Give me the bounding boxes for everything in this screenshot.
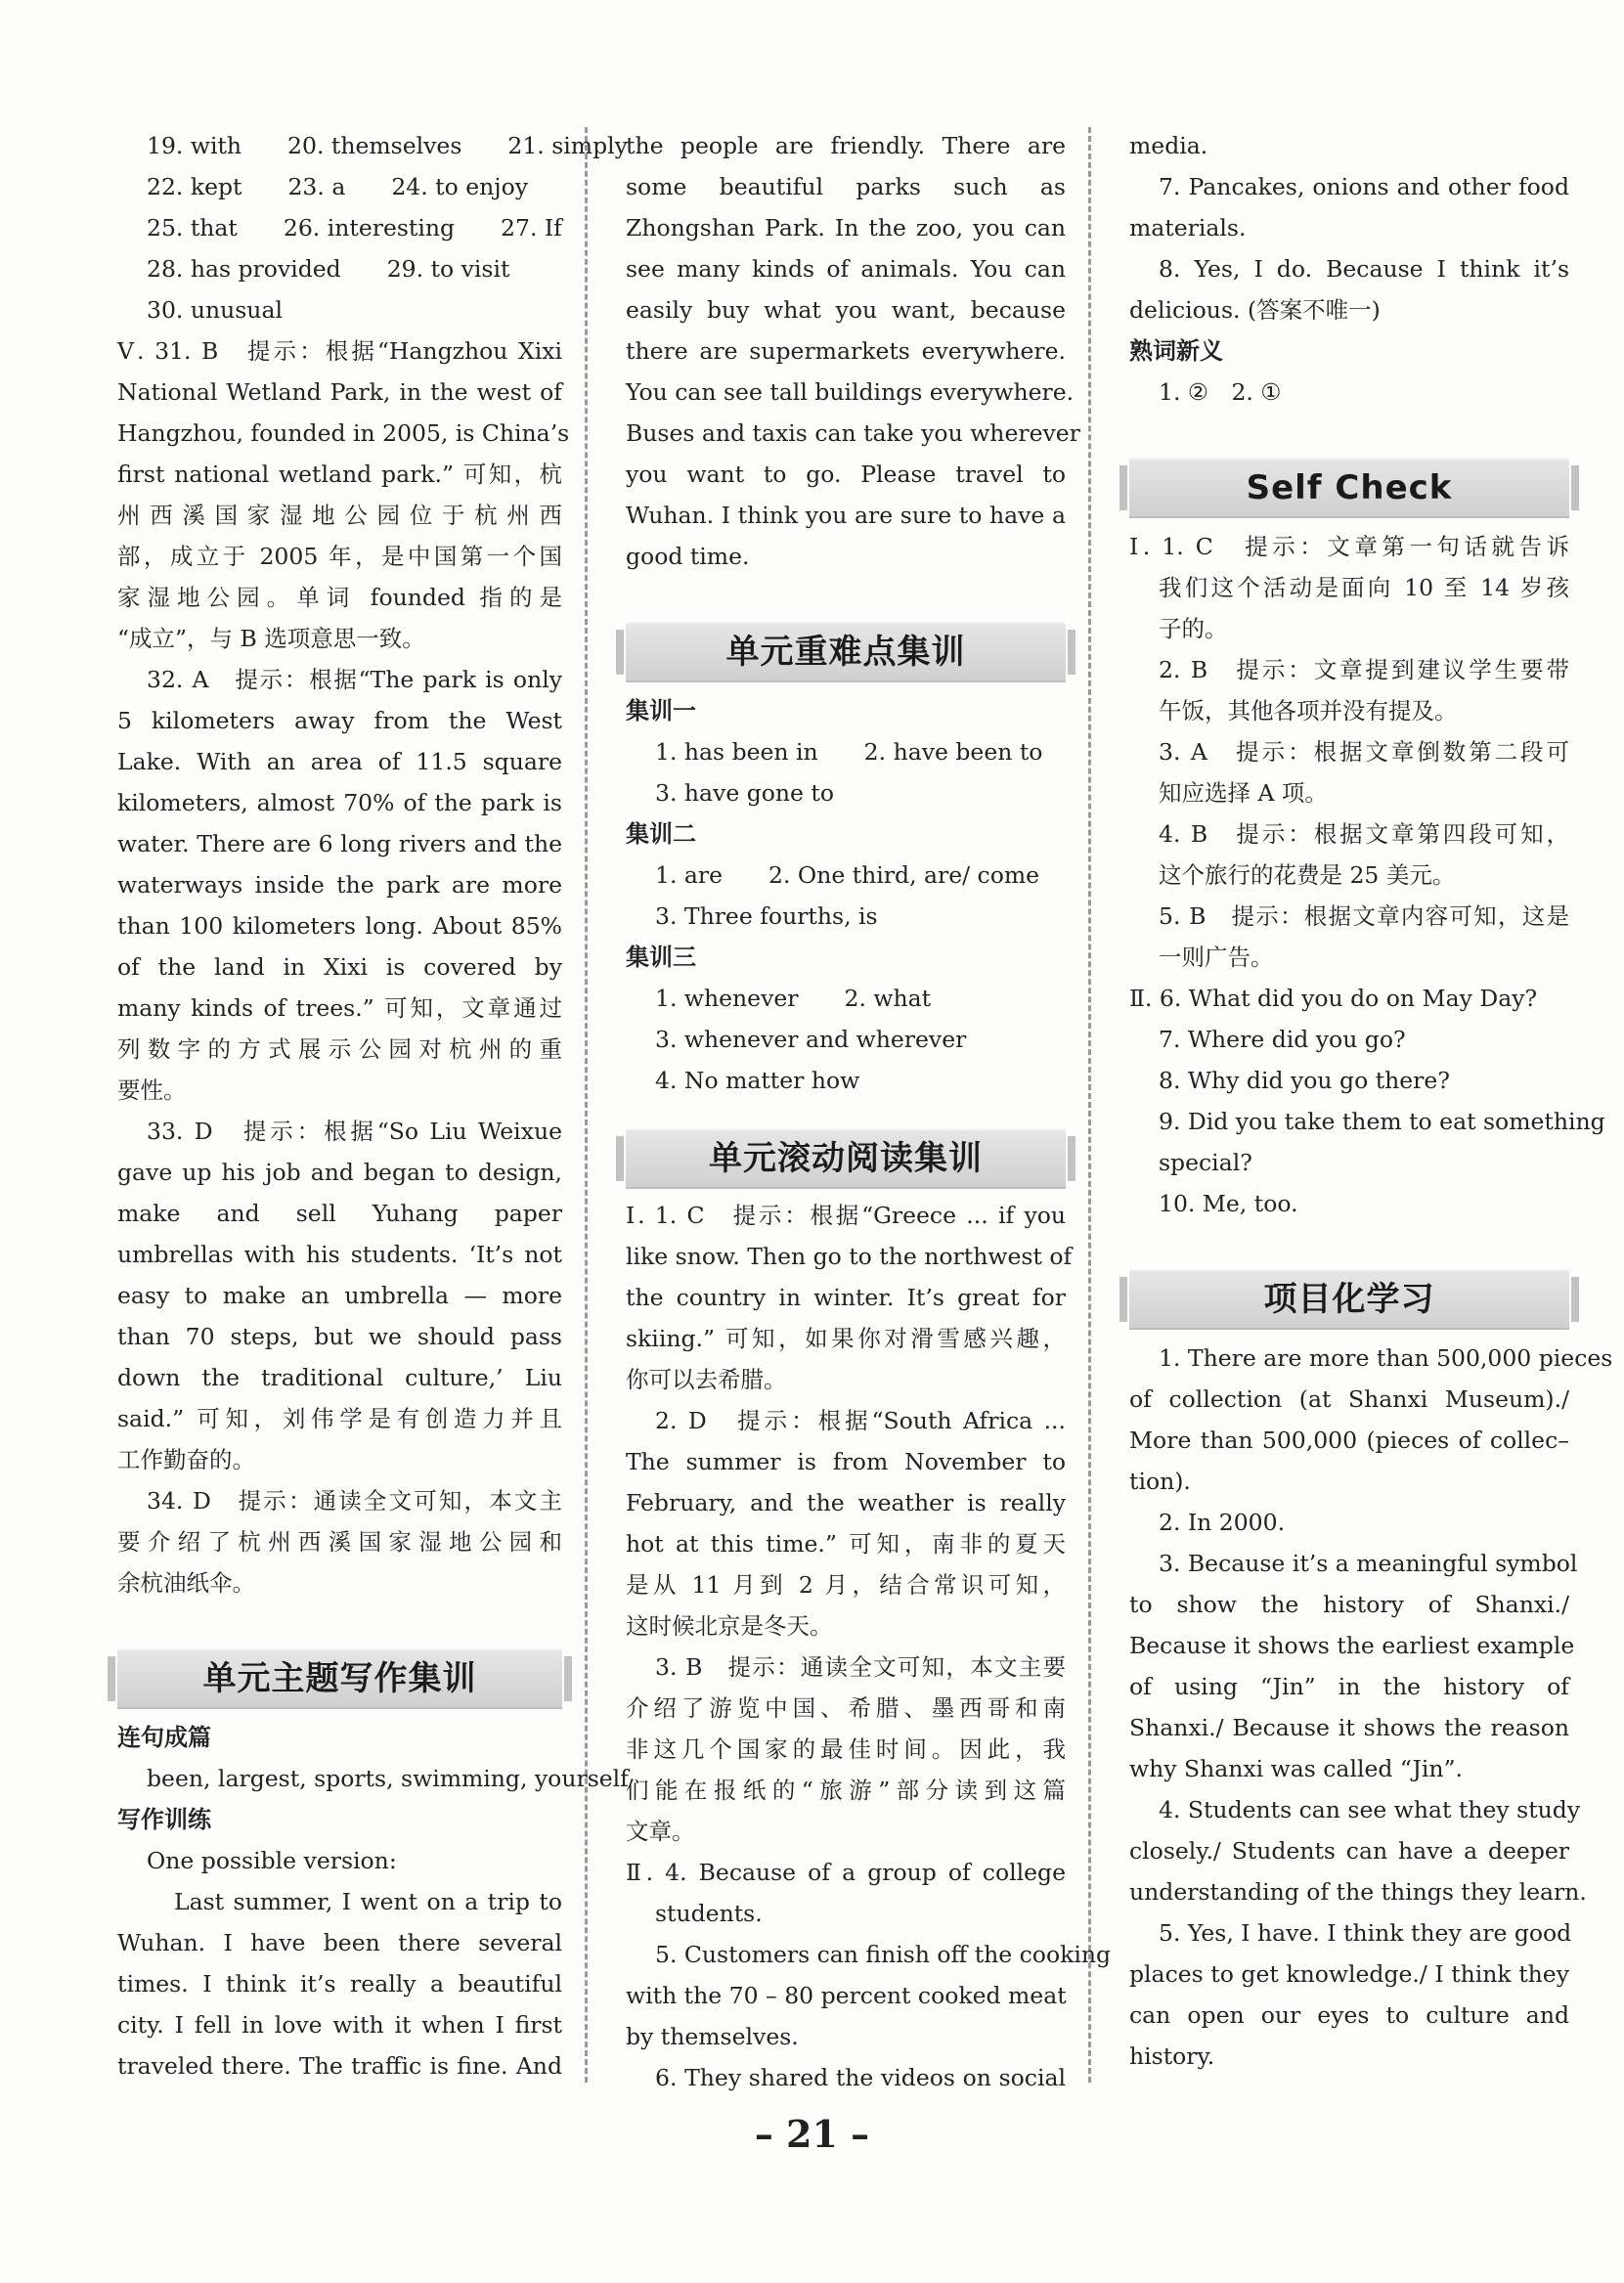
answer-line: umbrellas with his students. ‘It’s not xyxy=(117,1241,562,1268)
answer-line: Hangzhou, founded in 2005, is China’s xyxy=(117,419,570,447)
answer-line: 家湿地公园。单词 founded 指的是 xyxy=(117,584,562,611)
answer-line: Lake. With an area of 11.5 square xyxy=(117,748,562,775)
answer-line: can open our eyes to culture and xyxy=(1129,2001,1569,2029)
answer-line: than 100 kilometers long. About 85% xyxy=(117,912,562,940)
answer-line: delicious. (答案不唯一) xyxy=(1129,296,1381,324)
answer-line: 7. Where did you go? xyxy=(1159,1026,1406,1053)
answer-line: 知应选择 A 项。 xyxy=(1159,779,1328,807)
answer-line: 1. ② 2. ① xyxy=(1159,378,1282,406)
answer-line: 6. They shared the videos on social xyxy=(655,2064,1066,2091)
answer-line: 32. A 提示：根据“The park is only xyxy=(147,666,562,693)
answer-line: 余杭油纸伞。 xyxy=(117,1569,255,1597)
answer-line: The summer is from November to xyxy=(626,1448,1066,1475)
essay-line: Last summer, I went on a trip to xyxy=(174,1888,562,1915)
answer-line: understanding of the things they learn. xyxy=(1129,1878,1587,1906)
answer-line: Ⅴ. 31. B 提示：根据“Hangzhou Xixi xyxy=(117,337,562,365)
answer-line: 部，成立于 2005 年，是中国第一个国 xyxy=(117,543,562,570)
column-3 xyxy=(1129,125,1613,2077)
answer-line: 5. B 提示：根据文章内容可知，这是 xyxy=(1159,902,1569,930)
answer-line: why Shanxi was called “Jin”. xyxy=(1129,1755,1464,1782)
answer-line: Ⅱ. 6. What did you do on May Day? xyxy=(1129,985,1538,1012)
answer-line: 4. Students can see what they study xyxy=(1159,1796,1581,1823)
answer-line: 9. Did you take them to eat something xyxy=(1159,1108,1605,1135)
subhead-new-meanings: 熟词新义 xyxy=(1129,337,1223,365)
answer-line: 33. D 提示：根据“So Liu Weixue xyxy=(147,1118,562,1145)
answer-line: history. xyxy=(1129,2042,1215,2070)
answer-line: gave up his job and began to design, xyxy=(117,1159,562,1186)
answer-line: 5. Customers can finish off the cooking xyxy=(655,1941,1112,1968)
answer-line: 7. Pancakes, onions and other food xyxy=(1159,173,1569,200)
answer-line: the country in winter. It’s great for xyxy=(626,1284,1066,1311)
answer-line: “成立”，与 B 选项意思一致。 xyxy=(117,625,425,652)
answer-line: Because it shows the earliest example xyxy=(1129,1632,1575,1659)
answer-line: More than 500,000 (pieces of collec– xyxy=(1129,1427,1569,1454)
answer-line: down the traditional culture,’ Liu xyxy=(117,1364,562,1391)
answer-line: 2. B 提示：文章提到建议学生要带 xyxy=(1159,656,1569,683)
answer-line: 25. that 26. interesting 27. If xyxy=(147,214,562,241)
essay-line: Wuhan. I think you are sure to have a xyxy=(626,502,1066,529)
essay-line: Buses and taxis can take you wherever xyxy=(626,419,1080,447)
answer-line: Ⅰ. 1. C 提示：文章第一句话就告诉 xyxy=(1129,533,1569,560)
answer-line: of collection (at Shanxi Museum)./ xyxy=(1129,1385,1569,1413)
answer-line: 这个旅行的花费是 25 美元。 xyxy=(1159,861,1456,889)
answer-line: with the 70 – 80 percent cooked meat xyxy=(626,1982,1067,2009)
section-heading-keypoints: 单元重难点集训 xyxy=(626,622,1066,682)
section-heading-writing: 单元主题写作集训 xyxy=(117,1648,562,1709)
answer-line: special? xyxy=(1159,1149,1252,1176)
answer-line: materials. xyxy=(1129,214,1247,241)
answer-line: 这时候北京是冬天。 xyxy=(626,1612,833,1640)
essay-line: there are supermarkets everywhere. xyxy=(626,337,1066,365)
answer-line: media. xyxy=(1129,132,1208,159)
answer-line: first national wetland park.” 可知，杭 xyxy=(117,461,562,488)
answer-line: 3. Because it’s a meaningful symbol xyxy=(1159,1550,1578,1577)
answer-line: 3. Three fourths, is xyxy=(655,902,878,930)
answer-line: 5. Yes, I have. I think they are good xyxy=(1159,1919,1572,1947)
answer-line: 要性。 xyxy=(117,1076,187,1104)
answer-line: 们能在报纸的“旅游”部分读到这篇 xyxy=(626,1777,1066,1804)
essay-line: see many kinds of animals. You can xyxy=(626,255,1066,283)
answer-line: make and sell Yuhang paper xyxy=(117,1200,562,1227)
answer-line: 34. D 提示：通读全文可知，本文主 xyxy=(147,1487,562,1515)
answer-line: 19. with 20. themselves 21. simply xyxy=(147,132,628,159)
answer-line: of using “Jin” in the history of xyxy=(1129,1673,1569,1700)
answer-line: 子的。 xyxy=(1159,615,1228,642)
column-divider-2 xyxy=(1088,127,1091,2083)
answer-line: 州西溪国家湿地公园位于杭州西 xyxy=(117,502,562,529)
answer-line: 22. kept 23. a 24. to enjoy xyxy=(147,173,528,200)
answer-line: 介绍了游览中国、希腊、墨西哥和南 xyxy=(626,1694,1066,1722)
answer-line: One possible version: xyxy=(147,1847,397,1874)
answer-line: 1. whenever 2. what xyxy=(655,985,932,1012)
answer-line: 非这几个国家的最佳时间。因此，我 xyxy=(626,1735,1066,1763)
answer-line: been, largest, sports, swimming, yourself xyxy=(147,1765,629,1792)
answer-line: 8. Yes, I do. Because I think it’s xyxy=(1159,255,1569,283)
essay-line: city. I fell in love with it when I first xyxy=(117,2011,562,2039)
answer-line: said.” 可知，刘伟学是有创造力并且 xyxy=(117,1405,562,1432)
subhead-set3: 集训三 xyxy=(626,944,696,971)
section-heading-reading: 单元滚动阅读集训 xyxy=(626,1128,1066,1189)
section-heading-self-check: Self Check xyxy=(1129,458,1569,518)
answer-line: Ⅰ. 1. C 提示：根据“Greece ... if you xyxy=(626,1202,1066,1229)
essay-line: times. I think it’s really a beautiful xyxy=(117,1970,562,1998)
answer-line: 3. have gone to xyxy=(655,779,834,807)
essay-line: traveled there. The traffic is fine. And xyxy=(117,2052,562,2080)
answer-line: February, and the weather is really xyxy=(626,1489,1066,1516)
essay-line: some beautiful parks such as xyxy=(626,173,1066,200)
answer-line: kilometers, almost 70% of the park is xyxy=(117,789,562,816)
answer-line: places to get knowledge./ I think they xyxy=(1129,1960,1569,1988)
answer-line: hot at this time.” 可知，南非的夏天 xyxy=(626,1530,1066,1558)
essay-line: Zhongshan Park. In the zoo, you can xyxy=(626,214,1066,241)
answer-line: skiing.” 可知，如果你对滑雪感兴趣， xyxy=(626,1325,1066,1352)
answer-line: Ⅱ. 4. Because of a group of college xyxy=(626,1859,1066,1886)
answer-line: 是从 11 月到 2 月，结合常识可知， xyxy=(626,1571,1066,1599)
answer-line: tion). xyxy=(1129,1468,1191,1495)
column-1 xyxy=(117,125,629,2086)
answer-line: 8. Why did you go there? xyxy=(1159,1067,1450,1094)
answer-line: like snow. Then go to the northwest of xyxy=(626,1243,1073,1270)
answer-line: 3. A 提示：根据文章倒数第二段可 xyxy=(1159,738,1569,766)
subhead-sentences: 连句成篇 xyxy=(117,1724,211,1751)
answer-line: 5 kilometers away from the West xyxy=(117,707,562,734)
essay-line: the people are friendly. There are xyxy=(626,132,1066,159)
essay-line: you want to go. Please travel to xyxy=(626,461,1066,488)
answer-line: 你可以去希腊。 xyxy=(626,1366,787,1393)
answer-line: 2. D 提示：根据“South Africa ... xyxy=(655,1407,1066,1434)
answer-line: to show the history of Shanxi./ xyxy=(1129,1591,1569,1618)
section-heading-project: 项目化学习 xyxy=(1129,1269,1569,1330)
answer-line: 28. has provided 29. to visit xyxy=(147,255,510,283)
essay-line: easily buy what you want, because xyxy=(626,296,1066,324)
answer-line: 3. B 提示：通读全文可知，本文主要 xyxy=(655,1653,1066,1681)
page-number: – 21 – xyxy=(754,2112,870,2156)
answer-line: 1. are 2. One third, are/ come xyxy=(655,861,1040,889)
answer-line: 4. B 提示：根据文章第四段可知， xyxy=(1159,820,1569,848)
answer-line: students. xyxy=(655,1900,763,1927)
answer-line: than 70 steps, but we should pass xyxy=(117,1323,562,1350)
answer-line: National Wetland Park, in the west of xyxy=(117,378,562,406)
subhead-set1: 集训一 xyxy=(626,697,696,724)
answer-line: 2. In 2000. xyxy=(1159,1509,1286,1536)
answer-line: 文章。 xyxy=(626,1818,695,1845)
answer-line: waterways inside the park are more xyxy=(117,871,562,899)
answer-line: 工作勤奋的。 xyxy=(117,1446,255,1473)
column-2 xyxy=(626,125,1112,2098)
subhead-writing-practice: 写作训练 xyxy=(117,1806,211,1833)
answer-line: 1. There are more than 500,000 pieces xyxy=(1159,1344,1613,1372)
essay-line: You can see tall buildings everywhere. xyxy=(626,378,1075,406)
answer-line: 列数字的方式展示公园对杭州的重 xyxy=(117,1035,562,1063)
answer-line: 要介绍了杭州西溪国家湿地公园和 xyxy=(117,1528,562,1556)
essay-line: good time. xyxy=(626,543,750,570)
answer-line: 我们这个活动是面向 10 至 14 岁孩 xyxy=(1159,574,1569,601)
answer-line: 午饭，其他各项并没有提及。 xyxy=(1159,697,1458,724)
answer-line: Shanxi./ Because it shows the reason xyxy=(1129,1714,1569,1741)
answer-line: 3. whenever and wherever xyxy=(655,1026,967,1053)
answer-line: 10. Me, too. xyxy=(1159,1190,1298,1217)
answer-line: 4. No matter how xyxy=(655,1067,860,1094)
answer-line: by themselves. xyxy=(626,2023,799,2050)
answer-line: closely./ Students can have a deeper xyxy=(1129,1837,1569,1865)
answer-line: 30. unusual xyxy=(147,296,283,324)
answer-line: water. There are 6 long rivers and the xyxy=(117,830,562,857)
answer-line: easy to make an umbrella — more xyxy=(117,1282,562,1309)
answer-line: 一则广告。 xyxy=(1159,944,1274,971)
essay-line: Wuhan. I have been there several xyxy=(117,1929,562,1956)
subhead-set2: 集训二 xyxy=(626,820,696,848)
answer-line: many kinds of trees.” 可知，文章通过 xyxy=(117,994,562,1022)
answer-line: 1. has been in 2. have been to xyxy=(655,738,1043,766)
answer-line: of the land in Xixi is covered by xyxy=(117,953,562,981)
